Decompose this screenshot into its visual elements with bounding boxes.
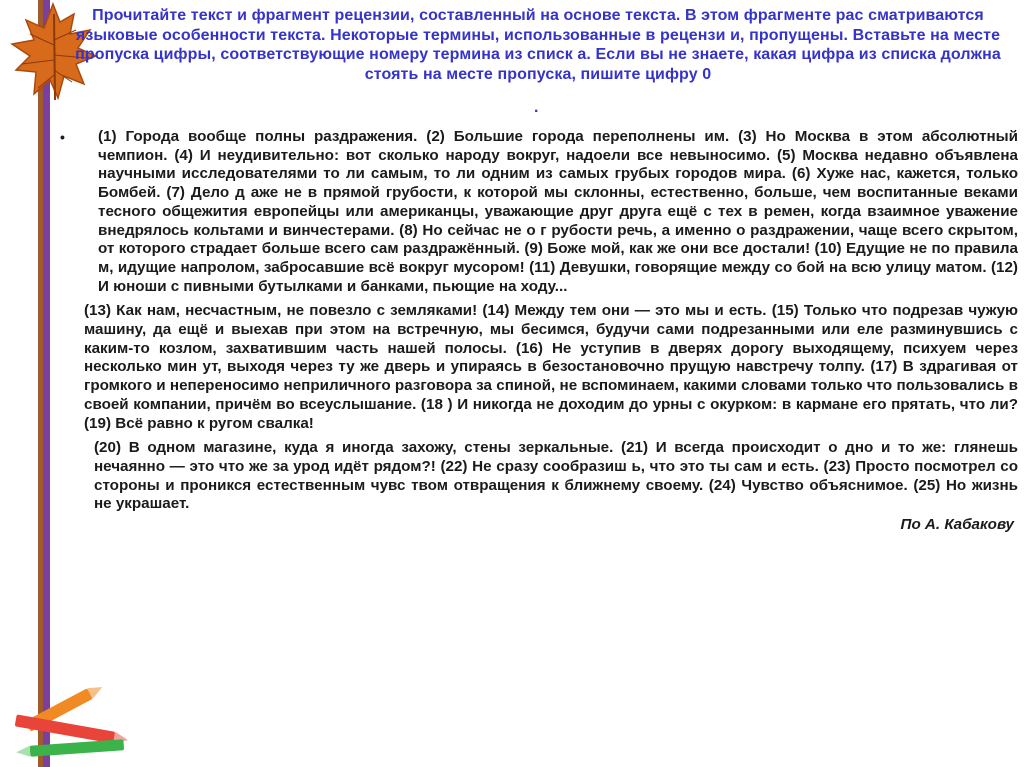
instruction-dot: .	[534, 99, 539, 116]
text-paragraph-2: (13) Как нам, несчастным, не повезло с земляками! (14) Между тем они — это мы и есть. (15) Только что подрезав чужую машину, да ещё и выехав при этом на встречную, мы бесимся, будучи сами подрезанными или еле разминувшись с каким-то козлом, захватившим часть нашей полосы. (16) Не уступив в дверях дорогу выходящему, психуем через несколько мин ут, выходя через ту же дверь и упираясь в безостановочно прущую навстречу толпу. (17) В здрагивая от громкого и непереносимо неприличного разговора за спиной, не вспоминаем, какими словами только что пользовались в своей компании, причём во всеуслышание. (18 ) И никогда не доходим до урны с окурком: в кармане его прятать, что ли? (19) Всё равно к ругом свалка!	[84, 302, 1018, 432]
left-decor-band	[0, 0, 50, 767]
left-stripe-purple	[43, 0, 50, 767]
text-paragraph-3: (20) В одном магазине, куда я иногда захожу, стены зеркальные. (21) И всегда происходит о дно и то же: глянешь нечаянно — это что же за урод идёт рядом?! (22) Не сразу сообразиш ь, что это ты сам и есть. (23) Просто посмотрел со стороны и проникся естественным чувс твом отвращения к ближнему своему. (24) Чувство объяснимое. (25) Но жизнь не украшает.	[94, 439, 1018, 513]
reading-text	[60, 128, 1018, 535]
task-instruction: Прочитайте текст и фрагмент рецензии, составленный на основе текста. В этом фрагменте рас сматриваются языковые особенности текста. Некоторые термины, использованные в рецензи и, пропущены. Вставьте на месте пропуска цифры, соответствующие номеру термина из списк а. Если вы не знаете, какая цифра из списка должна стоять на месте пропуска, пишите цифру 0	[75, 7, 1001, 83]
bullet-marker: •	[60, 129, 65, 145]
crayons-icon	[0, 680, 140, 767]
author-signature: По А. Кабакову	[900, 516, 1014, 534]
text-paragraph-1: (1) Города вообще полны раздражения. (2) Большие города переполнены им. (3) Но Москва в этом абсолютный чемпион. (4) И неудивительно: вот сколько народу вокруг, надоели все невыносимо. (5) Москва недавно объявлена научными исследователями то ли самым, то ли одним из самых грубых городов мира. (6) Хуже нас, кажется, только Бомбей. (7) Дело д аже не в прямой грубости, к которой мы склонны, естественно, больше, чем воспитанные веками тесного общежития европейцы или американцы, уважающие друг друга ещё с тех в ремен, когда взаимное уважение внедрялось кольтами и винчестерами. (8) Но сейчас не о г рубости речь, а именно о раздражении, чаще всего скрытом, от которого страдает больше всего сам раздражённый. (9) Боже мой, как же они все достали! (10) Едущие не по правила м, идущие напролом, забросавшие всё вокруг мусором! (11) Девушки, говорящие между со бой на всю улицу матом. (12) И юноши с пивными бутылками и банками, пьющие на ходу...	[98, 128, 1018, 295]
text-block	[60, 128, 1018, 296]
